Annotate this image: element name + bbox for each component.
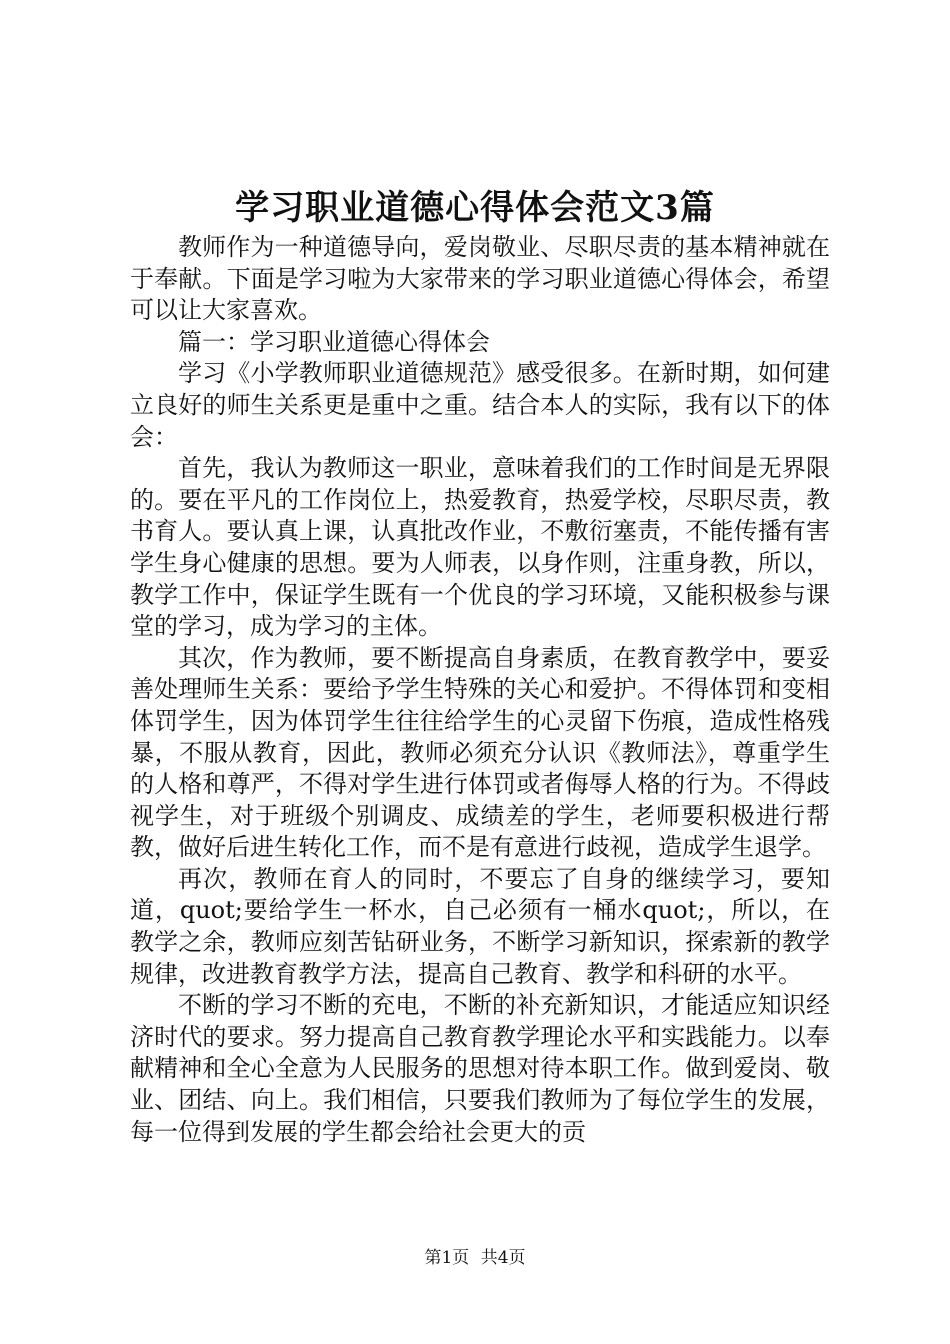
page-footer xyxy=(0,1247,950,1269)
paragraph: 其次，作为教师，要不断提高自身素质，在教育教学中，要妥善处理师生关系：要给予学生特殊的关心和爱护。不得体罚和变相体罚学生，因为体罚学生往往给学生的心灵留下伤痕，造成性格残暴，不服从教育，因此，教师必须充分认识《教师法》，尊重学生的人格和尊严，不得对学生进行体罚或者侮辱人格的行为。不得歧视学生，对于班级个别调皮、成绩差的学生，老师要积极进行帮教，做好后进生转化工作，而不是有意进行歧视，造成学生退学。 xyxy=(130,643,830,862)
document-title: 学习职业道德心得体会范文3篇 xyxy=(235,188,715,228)
paragraph: 学习《小学教师职业道德规范》感受很多。在新时期，如何建立良好的师生关系更是重中之重。结合本人的实际，我有以下的体会： xyxy=(130,359,830,451)
document-body xyxy=(130,232,830,1148)
page-number: 第1页 xyxy=(424,1248,470,1268)
section-heading: 篇一：学习职业道德心得体会 xyxy=(178,327,490,356)
paragraph: 不断的学习不断的充电，不断的补充新知识，才能适应知识经济时代的要求。努力提高自己教育教学理论水平和实践能力。以奉献精神和全心全意为人民服务的思想对待本职工作。做到爱岗、敬业、团结、向上。我们相信，只要我们教师为了每位学生的发展，每一位得到发展的学生都会给社会更大的贡 xyxy=(130,991,830,1146)
paragraph: 再次，教师在育人的同时，不要忘了自身的继续学习，要知道，quot;要给学生一杯水，自己必须有一桶水quot;，所以，在教学之余，教师应刻苦钻研业务，不断学习新知识，探索新的教学规律，改进教育教学方法，提高自己教育、教学和科研的水平。 xyxy=(130,864,830,988)
paragraph: 首先，我认为教师这一职业，意味着我们的工作时间是无界限的。要在平凡的工作岗位上，热爱教育，热爱学校，尽职尽责，教书育人。要认真上课，认真批改作业，不敷衍塞责，不能传播有害学生身心健康的思想。要为人师表，以身作则，注重身教，所以，教学工作中，保证学生既有一个优良的学习环境，又能积极参与课堂的学习，成为学习的主体。 xyxy=(130,454,830,641)
paragraph-intro: 教师作为一种道德导向，爱岗敬业、尽职尽责的基本精神就在于奉献。下面是学习啦为大家带来的学习职业道德心得体会，希望可以让大家喜欢。 xyxy=(130,233,830,325)
page-total: 共4页 xyxy=(480,1248,526,1268)
